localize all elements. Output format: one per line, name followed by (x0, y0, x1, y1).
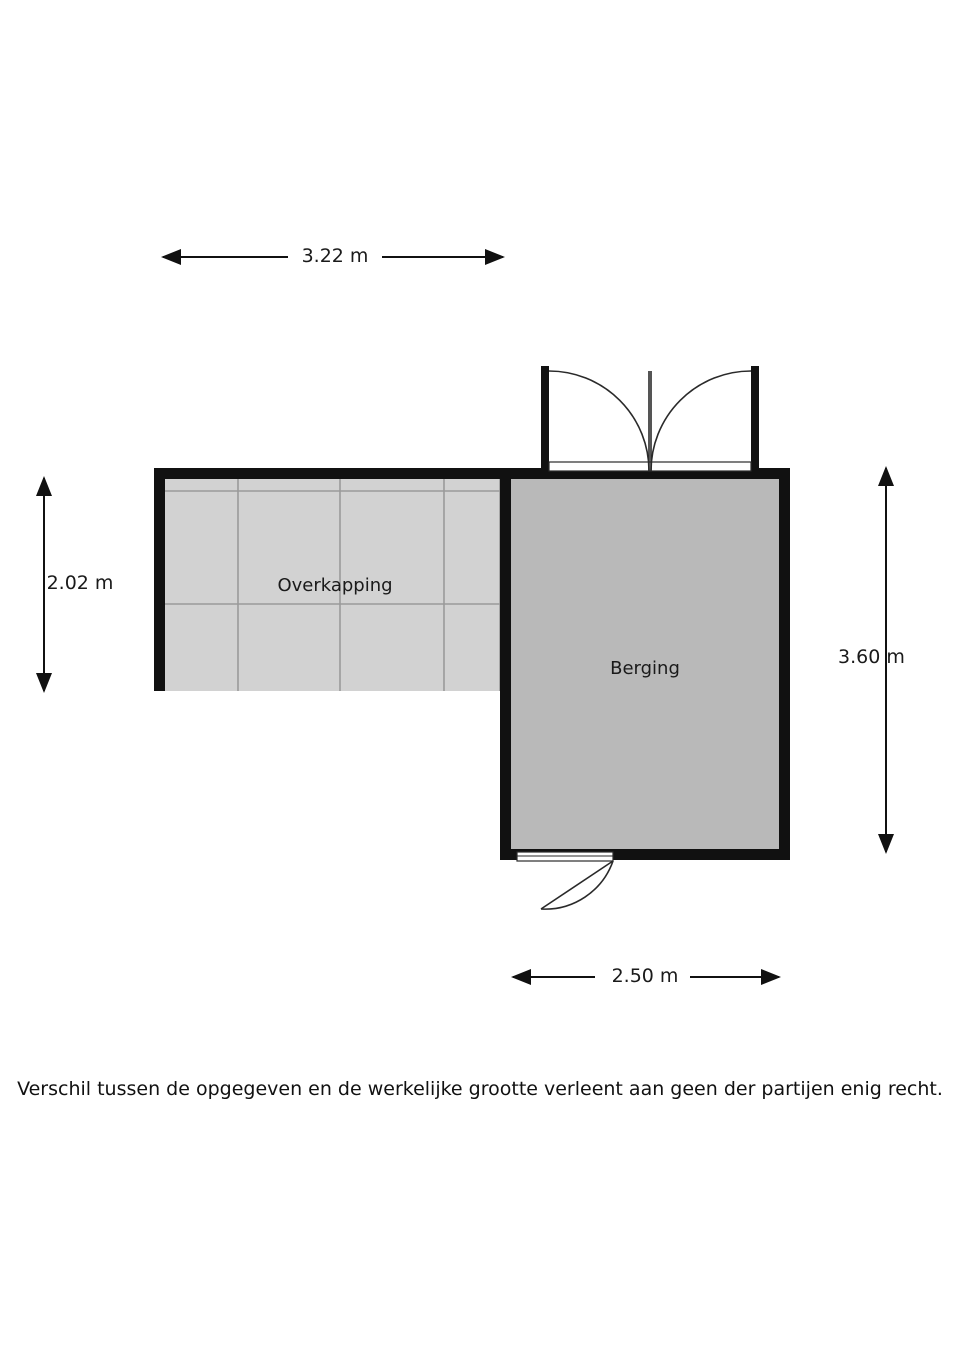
disclaimer-text: Verschil tussen de opgegeven en de werkelijke grootte verleent aan geen der partijen enig recht. (17, 1078, 943, 1100)
door-single-bottom (517, 852, 613, 909)
door-leaf-left-arc (549, 371, 649, 471)
dimension-label-top: 3.22 m (301, 245, 369, 267)
wall-berging-right (779, 468, 790, 860)
wall-overkapping-top (154, 468, 511, 479)
wall-door-stub-left (541, 366, 549, 471)
door-double-top-threshold (549, 462, 751, 471)
room-label-overkapping: Overkapping (277, 575, 393, 596)
room-label-berging: Berging (610, 658, 680, 679)
wall-berging-left (500, 468, 511, 860)
door-double-top (541, 367, 759, 471)
dimension-label-right: 3.60 m (838, 646, 905, 668)
door-leaf-right-arc (651, 371, 751, 471)
dimension-label-bottom: 2.50 m (611, 965, 679, 987)
dimension-label-left: 2.02 m (46, 572, 114, 594)
wall-door-stub-right (751, 366, 759, 471)
